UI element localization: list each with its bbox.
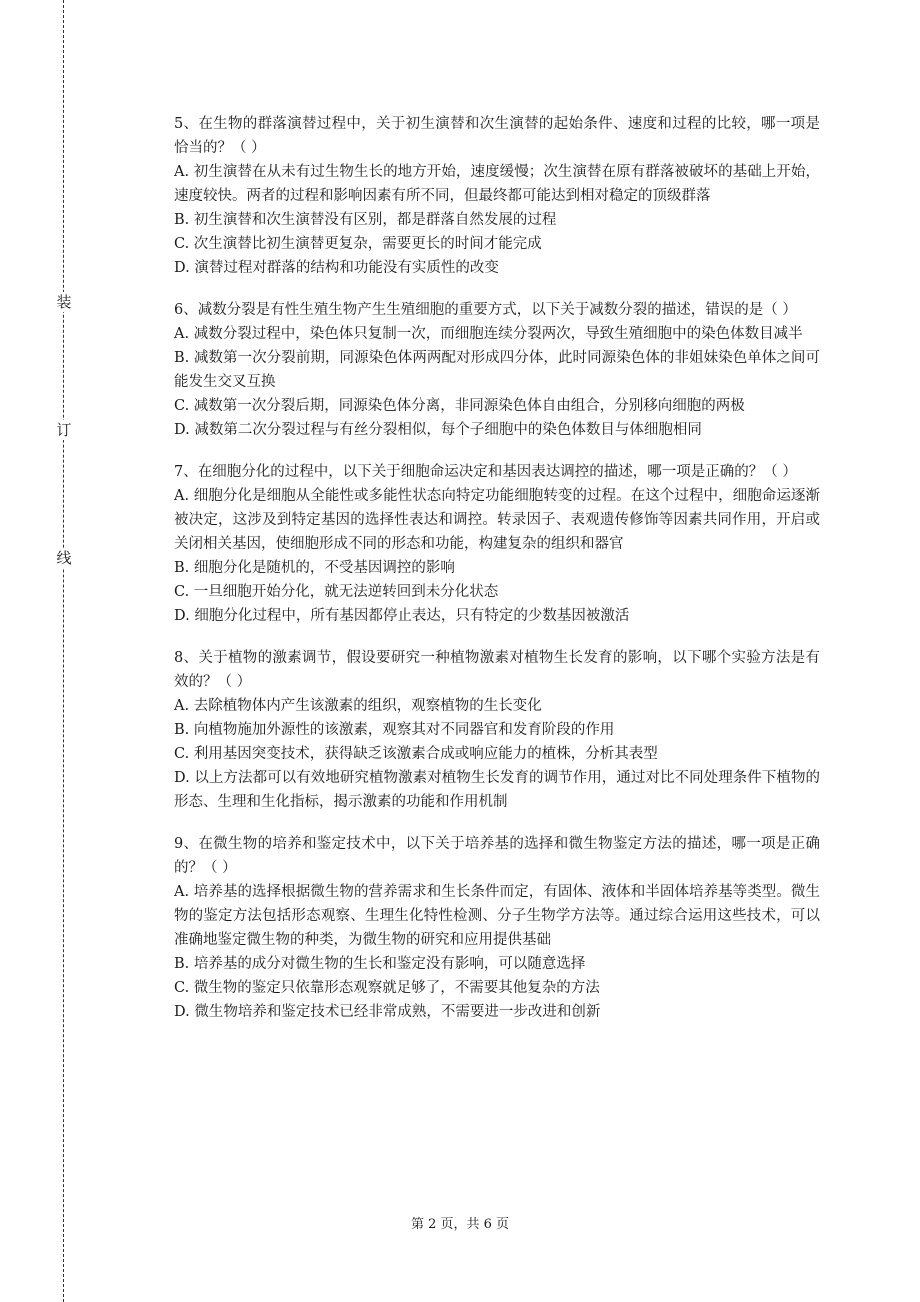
binding-char-zhuang: 装: [54, 292, 74, 312]
option-c: C. 减数第一次分裂后期，同源染色体分离，非同源染色体自由组合，分别移向细胞的两极: [174, 398, 745, 414]
question-stem: 7、在细胞分化的过程中，以下关于细胞命运决定和基因表达调控的描述，哪一项是正确的？（ ）: [174, 464, 797, 480]
question-stem: 6、减数分裂是有性生殖生物产生生殖细胞的重要方式，以下关于减数分裂的描述，错误的是（ ）: [174, 302, 797, 318]
option-a: A. 培养基的选择根据微生物的营养需求和生长条件而定，有固体、液体和半固体培养基等类型。微生物的鉴定方法包括形态观察、生理生化特性检测、分子生物学方法等。通过综合运用这些技术，可以准确地鉴定微生物的种类，为微生物的研究和应用提供基础: [174, 884, 820, 948]
option-b: B. 培养基的成分对微生物的生长和鉴定没有影响，可以随意选择: [174, 956, 586, 972]
option-a: A. 细胞分化是细胞从全能性或多能性状态向特定功能细胞转变的过程。在这个过程中，细胞命运逐渐被决定，这涉及到特定基因的选择性表达和调控。转录因子、表观遗传修饰等因素共同作用，开启或关闭相关基因，使细胞形成不同的形态和功能，构建复杂的组织和器官: [174, 488, 820, 552]
option-d: D. 以上方法都可以有效地研究植物激素对植物生长发育的调节作用，通过对比不同处理条件下植物的形态、生理和生化指标，揭示激素的功能和作用机制: [174, 770, 820, 810]
option-c: C. 利用基因突变技术，获得缺乏该激素合成或响应能力的植株，分析其表型: [174, 746, 658, 762]
option-b: B. 细胞分化是随机的，不受基因调控的影响: [174, 560, 455, 576]
question-6: [174, 298, 820, 442]
question-list: [174, 112, 820, 1042]
option-a: A. 初生演替在从未有过生物生长的地方开始，速度缓慢；次生演替在原有群落被破坏的基础上开始，速度较快。两者的过程和影响因素有所不同，但最终都可能达到相对稳定的顶级群落: [174, 164, 820, 204]
option-d: D. 微生物培养和鉴定技术已经非常成熟，不需要进一步改进和创新: [174, 1004, 601, 1020]
option-d: D. 演替过程对群落的结构和功能没有实质性的改变: [174, 260, 499, 276]
option-c: C. 次生演替比初生演替更复杂，需要更长的时间才能完成: [174, 236, 542, 252]
question-8: [174, 646, 820, 814]
question-7: [174, 460, 820, 628]
question-5: [174, 112, 820, 280]
question-stem: 8、关于植物的激素调节，假设要研究一种植物激素对植物生长发育的影响，以下哪个实验方法是有效的？（ ）: [174, 650, 820, 690]
binding-char-xian: 线: [54, 548, 74, 568]
option-b: B. 减数第一次分裂前期，同源染色体两两配对形成四分体，此时同源染色体的非姐妹染色单体之间可能发生交叉互换: [174, 350, 820, 390]
option-a: A. 减数分裂过程中，染色体只复制一次，而细胞连续分裂两次，导致生殖细胞中的染色体数目减半: [174, 326, 803, 342]
question-stem: 9、在微生物的培养和鉴定技术中，以下关于培养基的选择和微生物鉴定方法的描述，哪一项是正确的？（ ）: [174, 836, 820, 876]
option-d: D. 细胞分化过程中，所有基因都停止表达，只有特定的少数基因被激活: [174, 608, 630, 624]
option-b: B. 初生演替和次生演替没有区别，都是群落自然发展的过程: [174, 212, 557, 228]
option-c: C. 一旦细胞开始分化，就无法逆转回到未分化状态: [174, 584, 499, 600]
page-number: 第 2 页，共 6 页: [410, 1217, 510, 1232]
option-d: D. 减数第二次分裂过程与有丝分裂相似，每个子细胞中的染色体数目与体细胞相同: [174, 422, 702, 438]
question-9: [174, 832, 820, 1024]
binding-char-ding: 订: [54, 420, 74, 440]
option-a: A. 去除植物体内产生该激素的组织，观察植物的生长变化: [174, 698, 542, 714]
question-stem: 5、在生物的群落演替过程中，关于初生演替和次生演替的起始条件、速度和过程的比较，哪一项是恰当的？（ ）: [174, 116, 820, 156]
option-b: B. 向植物施加外源性的该激素，观察其对不同器官和发育阶段的作用: [174, 722, 615, 738]
binding-dashed-line: [63, 0, 64, 1302]
option-c: C. 微生物的鉴定只依靠形态观察就足够了，不需要其他复杂的方法: [174, 980, 600, 996]
